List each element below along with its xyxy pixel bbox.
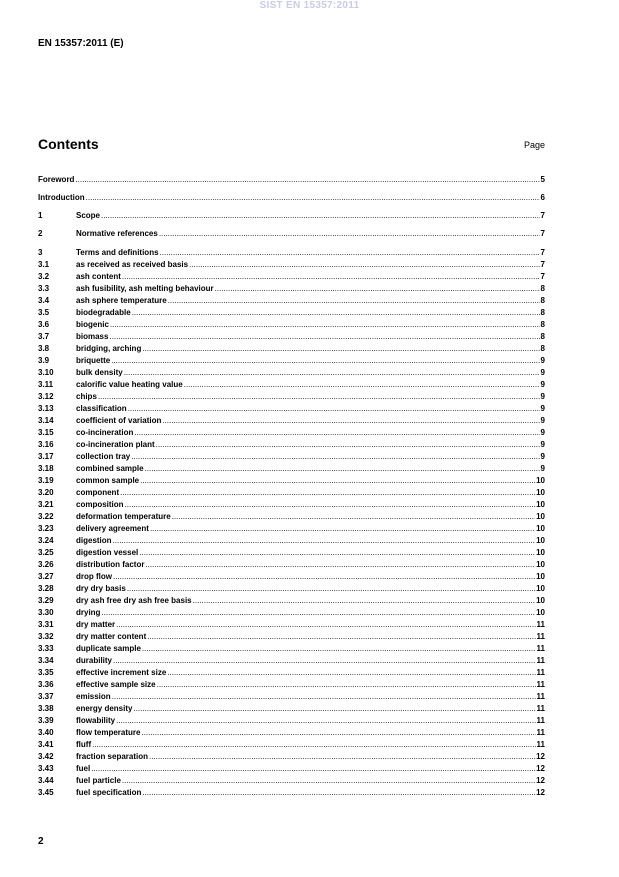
- dot-leader: [116, 715, 535, 727]
- toc-entry-page: 8: [540, 308, 545, 317]
- toc-entry-title: durability: [76, 656, 113, 665]
- toc-entry[interactable]: [38, 228, 545, 240]
- dot-leader: [113, 655, 536, 667]
- toc-entry-number: 3.40: [38, 728, 54, 737]
- toc-entry-page: 7: [540, 260, 545, 269]
- toc-entry-number: 3.24: [38, 536, 54, 545]
- toc-entry-number: 3.38: [38, 704, 54, 713]
- toc-entry-title: Scope: [76, 211, 101, 220]
- dot-leader: [149, 751, 535, 763]
- toc-entry-title: duplicate sample: [76, 644, 141, 653]
- toc-entry[interactable]: [38, 511, 545, 523]
- dot-leader: [128, 403, 540, 415]
- toc-entry-number: 3.2: [38, 272, 50, 281]
- toc-entry[interactable]: [38, 535, 545, 547]
- dot-leader: [101, 607, 535, 619]
- dot-leader: [134, 427, 539, 439]
- toc-entry-title: biogenic: [76, 320, 109, 329]
- toc-entry[interactable]: [38, 715, 545, 727]
- dot-leader: [159, 228, 540, 240]
- dot-leader: [157, 679, 536, 691]
- toc-entry-title: bridging, arching: [76, 344, 142, 353]
- toc-entry-page: 12: [536, 752, 545, 761]
- toc-entry-title: Terms and definitions: [76, 248, 159, 257]
- toc-entry-page: 9: [540, 356, 545, 365]
- dot-leader: [111, 355, 539, 367]
- toc-entry-title: effective sample size: [76, 680, 156, 689]
- toc-entry-number: 3.26: [38, 560, 54, 569]
- toc-entry[interactable]: [38, 331, 545, 343]
- toc-entry-number: 3.23: [38, 524, 54, 533]
- toc-entry-page: 7: [540, 248, 545, 257]
- toc-entry-title: ash content: [76, 272, 121, 281]
- page-column-label: Page: [523, 140, 545, 150]
- toc-entry[interactable]: [38, 174, 545, 186]
- toc-entry-number: 3.16: [38, 440, 54, 449]
- toc-entry-page: 11: [536, 620, 545, 629]
- toc-entry-title: calorific value heating value: [76, 380, 183, 389]
- toc-entry-number: 3.28: [38, 584, 54, 593]
- toc-entry-title: ash fusibility, ash melting behaviour: [76, 284, 214, 293]
- toc-entry-page: 7: [540, 211, 545, 220]
- toc-entry-page: 9: [540, 416, 545, 425]
- toc-entry-page: 10: [536, 548, 545, 557]
- toc-entry[interactable]: [38, 643, 545, 655]
- toc-entry-number: 3.3: [38, 284, 50, 293]
- dot-leader: [124, 367, 540, 379]
- toc-entry-number: 3.22: [38, 512, 54, 521]
- toc-entry[interactable]: [38, 727, 545, 739]
- toc-entry-page: 10: [536, 524, 545, 533]
- toc-entry-number: 3.4: [38, 296, 50, 305]
- toc-entry-page: 10: [536, 512, 545, 521]
- toc-entry-number: 3.36: [38, 680, 54, 689]
- toc-entry[interactable]: [38, 547, 545, 559]
- dot-leader: [142, 643, 536, 655]
- toc-entry-number: 3.43: [38, 764, 54, 773]
- dot-leader: [160, 247, 540, 259]
- toc-entry-number: 3.15: [38, 428, 54, 437]
- toc-entry-title: drop flow: [76, 572, 112, 581]
- toc-entry[interactable]: [38, 192, 545, 204]
- dot-leader: [139, 547, 535, 559]
- toc-entry-number: 3.32: [38, 632, 54, 641]
- toc-entry[interactable]: [38, 427, 545, 439]
- toc-entry-number: 3.7: [38, 332, 50, 341]
- toc-entry-title: biomass: [76, 332, 109, 341]
- toc-entry-page: 8: [540, 296, 545, 305]
- toc-entry-number: 3.8: [38, 344, 50, 353]
- toc-entry-page: 9: [540, 440, 545, 449]
- toc-entry-page: 11: [536, 716, 545, 725]
- toc-entry[interactable]: [38, 415, 545, 427]
- toc-entry-title: classification: [76, 404, 127, 413]
- dot-leader: [142, 343, 539, 355]
- toc-entry[interactable]: [38, 739, 545, 751]
- document-id: EN 15357:2011 (E): [38, 38, 124, 49]
- toc-entry-number: 3.5: [38, 308, 50, 317]
- toc-entry[interactable]: [38, 210, 545, 222]
- toc-entry[interactable]: [38, 667, 545, 679]
- toc-entry-number: 3.14: [38, 416, 54, 425]
- dot-leader: [167, 667, 535, 679]
- toc-entry-number: 3.39: [38, 716, 54, 725]
- toc-entry[interactable]: [38, 655, 545, 667]
- toc-entry-page: 10: [536, 596, 545, 605]
- toc-entry-title: Normative references: [76, 229, 158, 238]
- toc-entry[interactable]: [38, 271, 545, 283]
- watermark: SIST EN 15357:2011: [259, 0, 360, 11]
- toc-entry[interactable]: [38, 463, 545, 475]
- toc-entry[interactable]: [38, 391, 545, 403]
- toc-entry[interactable]: [38, 403, 545, 415]
- toc-entry[interactable]: [38, 787, 545, 799]
- toc-entry-title: effective increment size: [76, 668, 167, 677]
- toc-entry[interactable]: [38, 487, 545, 499]
- toc-entry-number: 3.17: [38, 452, 54, 461]
- toc-entry-page: 10: [536, 536, 545, 545]
- dot-leader: [145, 559, 535, 571]
- toc-entry[interactable]: [38, 319, 545, 331]
- toc-entry[interactable]: [38, 439, 545, 451]
- toc-entry[interactable]: [38, 451, 545, 463]
- toc-entry-page: 11: [536, 632, 545, 641]
- toc-entry-title: flow temperature: [76, 728, 141, 737]
- toc-entry-page: 8: [540, 332, 545, 341]
- dot-leader: [120, 487, 535, 499]
- toc-entry-page: 10: [536, 608, 545, 617]
- toc-entry-number: 3.34: [38, 656, 54, 665]
- toc-entry[interactable]: [38, 379, 545, 391]
- toc-entry-number: 3.29: [38, 596, 54, 605]
- toc-entry-page: 8: [540, 320, 545, 329]
- toc-entry[interactable]: [38, 307, 545, 319]
- toc-entry-page: 11: [536, 668, 545, 677]
- toc-entry-title: coefficient of variation: [76, 416, 162, 425]
- toc-entry-title: delivery agreement: [76, 524, 149, 533]
- toc-entry-number: 3.9: [38, 356, 50, 365]
- dot-leader: [132, 307, 540, 319]
- toc-entry-number: 3.45: [38, 788, 54, 797]
- dot-leader: [184, 379, 540, 391]
- toc-entry-page: 9: [540, 428, 545, 437]
- toc-entry[interactable]: [38, 283, 545, 295]
- dot-leader: [162, 415, 539, 427]
- dot-leader: [109, 331, 539, 343]
- toc-entry-page: 10: [536, 572, 545, 581]
- toc-entry-number: 3.25: [38, 548, 54, 557]
- toc-entry-number: 1: [38, 211, 43, 220]
- toc-entry-page: 5: [540, 175, 545, 184]
- dot-leader: [91, 763, 535, 775]
- toc-entry-number: 3.10: [38, 368, 54, 377]
- toc-entry-page: 8: [540, 344, 545, 353]
- toc-entry[interactable]: [38, 295, 545, 307]
- toc-entry-title: digestion vessel: [76, 548, 139, 557]
- dot-leader: [156, 439, 540, 451]
- toc-entry-page: 12: [536, 764, 545, 773]
- toc-entry-title: ash sphere temperature: [76, 296, 167, 305]
- toc-entry-title: bulk density: [76, 368, 123, 377]
- toc-entry-title: briquette: [76, 356, 111, 365]
- toc-entry[interactable]: [38, 571, 545, 583]
- toc-entry-number: 3.6: [38, 320, 50, 329]
- toc-entry-title: component: [76, 488, 120, 497]
- toc-entry[interactable]: [38, 775, 545, 787]
- dot-leader: [92, 739, 535, 751]
- toc-entry-title: co-incineration plant: [76, 440, 155, 449]
- toc-entry-number: 3.13: [38, 404, 54, 413]
- toc-entry-number: 3.37: [38, 692, 54, 701]
- toc-entry-page: 10: [536, 476, 545, 485]
- toc-entry[interactable]: [38, 367, 545, 379]
- toc-entry-page: 8: [540, 284, 545, 293]
- toc-entry-title: flowability: [76, 716, 116, 725]
- toc-entry-page: 10: [536, 500, 545, 509]
- dot-leader: [122, 271, 540, 283]
- dot-leader: [133, 703, 535, 715]
- toc-entry-page: 9: [540, 452, 545, 461]
- toc-entry[interactable]: [38, 763, 545, 775]
- toc-entry-title: fuel particle: [76, 776, 121, 785]
- toc-entry-page: 9: [540, 404, 545, 413]
- toc-entry-page: 9: [540, 392, 545, 401]
- toc-entry-number: 3.11: [38, 380, 54, 389]
- dot-leader: [141, 727, 535, 739]
- toc-entry-number: 3.27: [38, 572, 54, 581]
- toc-entry-title: fuel: [76, 764, 91, 773]
- toc-entry-page: 9: [540, 380, 545, 389]
- toc-entry-number: 3.35: [38, 668, 54, 677]
- dot-leader: [189, 259, 539, 271]
- toc-entry-page: 11: [536, 740, 545, 749]
- dot-leader: [113, 535, 536, 547]
- toc-entry-page: 11: [536, 692, 545, 701]
- toc-entry-number: 3.1: [38, 260, 50, 269]
- toc-entry-page: 11: [536, 680, 545, 689]
- dot-leader: [75, 174, 539, 186]
- dot-leader: [98, 391, 540, 403]
- toc-entry-title: chips: [76, 392, 97, 401]
- toc-entry[interactable]: [38, 631, 545, 643]
- toc-entry-page: 11: [536, 656, 545, 665]
- toc-entry-title: energy density: [76, 704, 133, 713]
- toc-entry-title: co-incineration: [76, 428, 134, 437]
- toc-entry-title: fraction separation: [76, 752, 149, 761]
- toc-entry-number: 3.41: [38, 740, 54, 749]
- toc-entry[interactable]: [38, 499, 545, 511]
- dot-leader: [168, 295, 540, 307]
- toc-entry-number: 3.18: [38, 464, 54, 473]
- toc-entry[interactable]: [38, 691, 545, 703]
- dot-leader: [140, 475, 535, 487]
- toc-entry-title: digestion: [76, 536, 112, 545]
- toc-entry-title: emission: [76, 692, 111, 701]
- dot-leader: [131, 451, 539, 463]
- toc-entry-number: 3.44: [38, 776, 54, 785]
- toc-entry-title: drying: [76, 608, 101, 617]
- toc-entry-number: 2: [38, 229, 43, 238]
- toc-entry-page: 10: [536, 560, 545, 569]
- toc-entry[interactable]: [38, 559, 545, 571]
- toc-entry-number: 3: [38, 248, 43, 257]
- toc-entry[interactable]: [38, 523, 545, 535]
- dot-leader: [150, 523, 535, 535]
- dot-leader: [172, 511, 535, 523]
- toc-entry-page: 12: [536, 776, 545, 785]
- toc-entry-page: 7: [540, 272, 545, 281]
- toc-entry-page: 12: [536, 788, 545, 797]
- toc-entry[interactable]: [38, 247, 545, 259]
- dot-leader: [215, 283, 540, 295]
- toc-entry-title: deformation temperature: [76, 512, 171, 521]
- toc-entry-number: 3.33: [38, 644, 54, 653]
- toc-entry[interactable]: [38, 355, 545, 367]
- dot-leader: [142, 787, 535, 799]
- toc-entry-title: combined sample: [76, 464, 144, 473]
- dot-leader: [116, 619, 535, 631]
- toc-entry-title: dry ash free dry ash free basis: [76, 596, 192, 605]
- toc-entry[interactable]: [38, 259, 545, 271]
- toc-entry-page: 11: [536, 728, 545, 737]
- toc-entry-number: 3.20: [38, 488, 54, 497]
- toc-entry-title: dry matter content: [76, 632, 147, 641]
- toc-entry[interactable]: [38, 583, 545, 595]
- toc-entry-title: dry dry basis: [76, 584, 126, 593]
- toc-entry-number: 3.30: [38, 608, 54, 617]
- dot-leader: [147, 631, 535, 643]
- dot-leader: [125, 499, 536, 511]
- toc-entry[interactable]: [38, 475, 545, 487]
- toc-entry-page: 10: [536, 488, 545, 497]
- toc-entry-page: 11: [536, 644, 545, 653]
- dot-leader: [86, 192, 540, 204]
- toc-entry-number: 3.31: [38, 620, 54, 629]
- dot-leader: [112, 691, 536, 703]
- dot-leader: [110, 319, 540, 331]
- dot-leader: [122, 775, 535, 787]
- toc-entry-number: 3.42: [38, 752, 54, 761]
- toc-entry[interactable]: [38, 751, 545, 763]
- toc-entry-number: 3.19: [38, 476, 54, 485]
- toc-entry-title: distribution factor: [76, 560, 145, 569]
- toc-entry[interactable]: [38, 703, 545, 715]
- toc-entry-title: composition: [76, 500, 124, 509]
- toc-entry-title: Foreword: [38, 175, 75, 184]
- page-number: 2: [38, 836, 44, 847]
- toc-entry[interactable]: [38, 619, 545, 631]
- toc-entry-title: biodegradable: [76, 308, 131, 317]
- toc-entry-number: 3.12: [38, 392, 54, 401]
- toc-entry-page: 9: [540, 464, 545, 473]
- toc-entry-title: common sample: [76, 476, 140, 485]
- toc-entry-title: dry matter: [76, 620, 116, 629]
- toc-entry-title: fuel specification: [76, 788, 142, 797]
- toc-entry-page: 6: [540, 193, 545, 202]
- toc-entry-title: collection tray: [76, 452, 131, 461]
- toc-entry-title: Introduction: [38, 193, 85, 202]
- contents-title: Contents: [38, 136, 99, 152]
- toc-entry-page: 11: [536, 704, 545, 713]
- toc-entry-page: 9: [540, 368, 545, 377]
- toc-entry-number: 3.21: [38, 500, 54, 509]
- dot-leader: [127, 583, 535, 595]
- toc-entry-page: 7: [540, 229, 545, 238]
- toc-entry-title: as received as received basis: [76, 260, 189, 269]
- toc-entry[interactable]: [38, 343, 545, 355]
- toc-entry[interactable]: [38, 595, 545, 607]
- dot-leader: [193, 595, 535, 607]
- dot-leader: [113, 571, 535, 583]
- toc-entry-title: fluff: [76, 740, 92, 749]
- dot-leader: [145, 463, 540, 475]
- toc-entry[interactable]: [38, 679, 545, 691]
- toc-entry[interactable]: [38, 607, 545, 619]
- toc-entry-page: 10: [536, 584, 545, 593]
- dot-leader: [101, 210, 540, 222]
